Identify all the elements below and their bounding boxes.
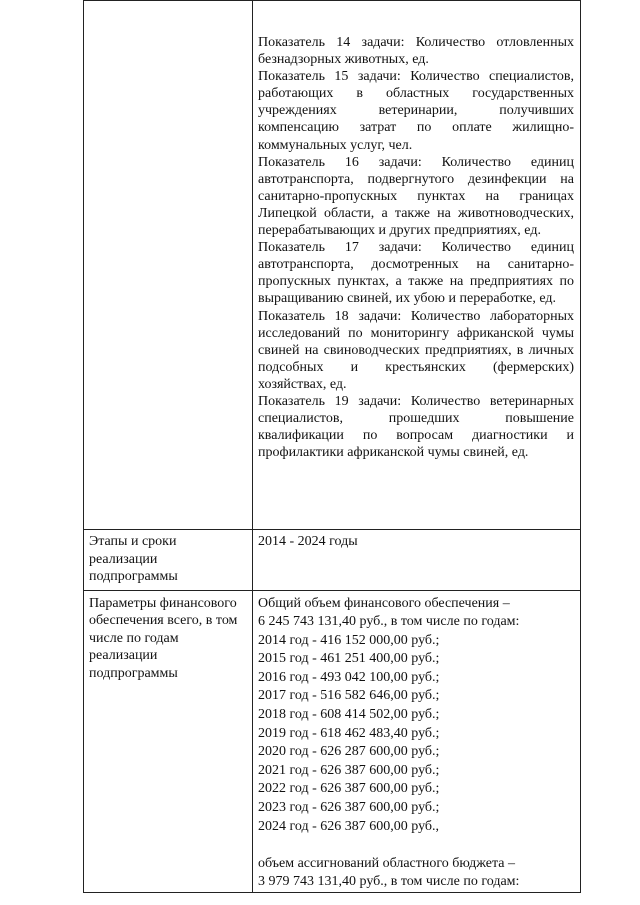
indicator-18: Показатель 18 задачи: Количество лабораторных исследований по мониторингу африканской чумы свиней на свиноводческих предприятиях, в личных подсобных и крестьянских (фермерских) хозяйствах, ед. [258, 308, 574, 392]
finance-year-line: 2016 год - 493 042 100,00 руб.; [258, 669, 440, 685]
stages-label-line: реализации [89, 551, 158, 567]
finance-label-line: подпрограммы [89, 665, 178, 681]
indicator-19: Показатель 19 задачи: Количество ветеринарных специалистов, прошедших повышение квалификации по вопросам диагностики и профилактики африканской чумы свиней, ед. [258, 393, 574, 461]
finance-year-line: 2020 год - 626 287 600,00 руб.; [258, 744, 440, 760]
indicator-17: Показатель 17 задачи: Количество единиц автотранспорта, досмотренных на санитарно-пропускных пунктах, а также на предприятиях по выращиванию свиней, их убою и переработке, ед. [258, 240, 574, 307]
stages-value-cell [253, 530, 581, 591]
finance-regional-intro: объем ассигнований областного бюджета – [258, 855, 515, 871]
row-label-cell-empty [84, 1, 253, 530]
finance-value-cell [253, 590, 581, 893]
indicator-16: Показатель 16 задачи: Количество единиц автотранспорта, подвергнутого дезинфекции на санитарно-пропускных пунктах на границах Липецкой области, а также на животноводческих, перерабатывающих и других предприятиях, ед. [258, 154, 574, 239]
table-row-stages [84, 530, 581, 591]
finance-year-line: 2017 год - 516 582 646,00 руб.; [258, 688, 440, 704]
finance-total-intro: Общий объем финансового обеспечения – [258, 595, 510, 611]
indicators-cell [253, 1, 581, 530]
finance-regional-amount: 3 979 743 131,40 руб., в том числе по годам: [258, 874, 520, 890]
indicator-15: Показатель 15 задачи: Количество специалистов, работающих в областных государственных учреждениях ветеринарии, получивших компенсацию затрат по оплате жилищно-коммунальных услуг, чел. [258, 69, 574, 153]
stages-label-line: подпрограммы [89, 569, 178, 584]
finance-year-line: 2023 год - 626 387 600,00 руб.; [258, 800, 440, 816]
finance-year-line: 2024 год - 626 387 600,00 руб., [258, 818, 440, 834]
finance-year-line: 2021 год - 626 387 600,00 руб.; [258, 762, 440, 778]
stages-label-cell [84, 530, 253, 591]
finance-year-line: 2014 год - 416 152 000,00 руб.; [258, 632, 440, 648]
stages-value: 2014 - 2024 годы [258, 534, 358, 549]
finance-year-line: 2022 год - 626 387 600,00 руб.; [258, 781, 440, 797]
subprogram-passport-table [83, 0, 581, 893]
finance-year-line: 2018 год - 608 414 502,00 руб.; [258, 707, 440, 723]
finance-label-line: числе по годам [89, 630, 179, 646]
finance-label-line: обеспечения всего, в том [89, 613, 238, 628]
stages-label-line: Этапы и сроки [89, 534, 177, 549]
finance-year-line: 2015 год - 461 251 400,00 руб.; [258, 651, 440, 667]
table-row-finance [84, 590, 581, 893]
indicator-14: Показатель 14 задачи: Количество отловленных безнадзорных животных, ед. [258, 35, 574, 68]
table-row-task-indicators [84, 1, 581, 530]
blank-line [258, 836, 574, 855]
finance-label-line: Параметры финансового [89, 595, 237, 611]
finance-label-cell [84, 590, 253, 893]
finance-total-amount: 6 245 743 131,40 руб., в том числе по годам: [258, 614, 520, 630]
finance-label-line: реализации [89, 648, 158, 663]
finance-year-line: 2019 год - 618 462 483,40 руб.; [258, 725, 440, 741]
